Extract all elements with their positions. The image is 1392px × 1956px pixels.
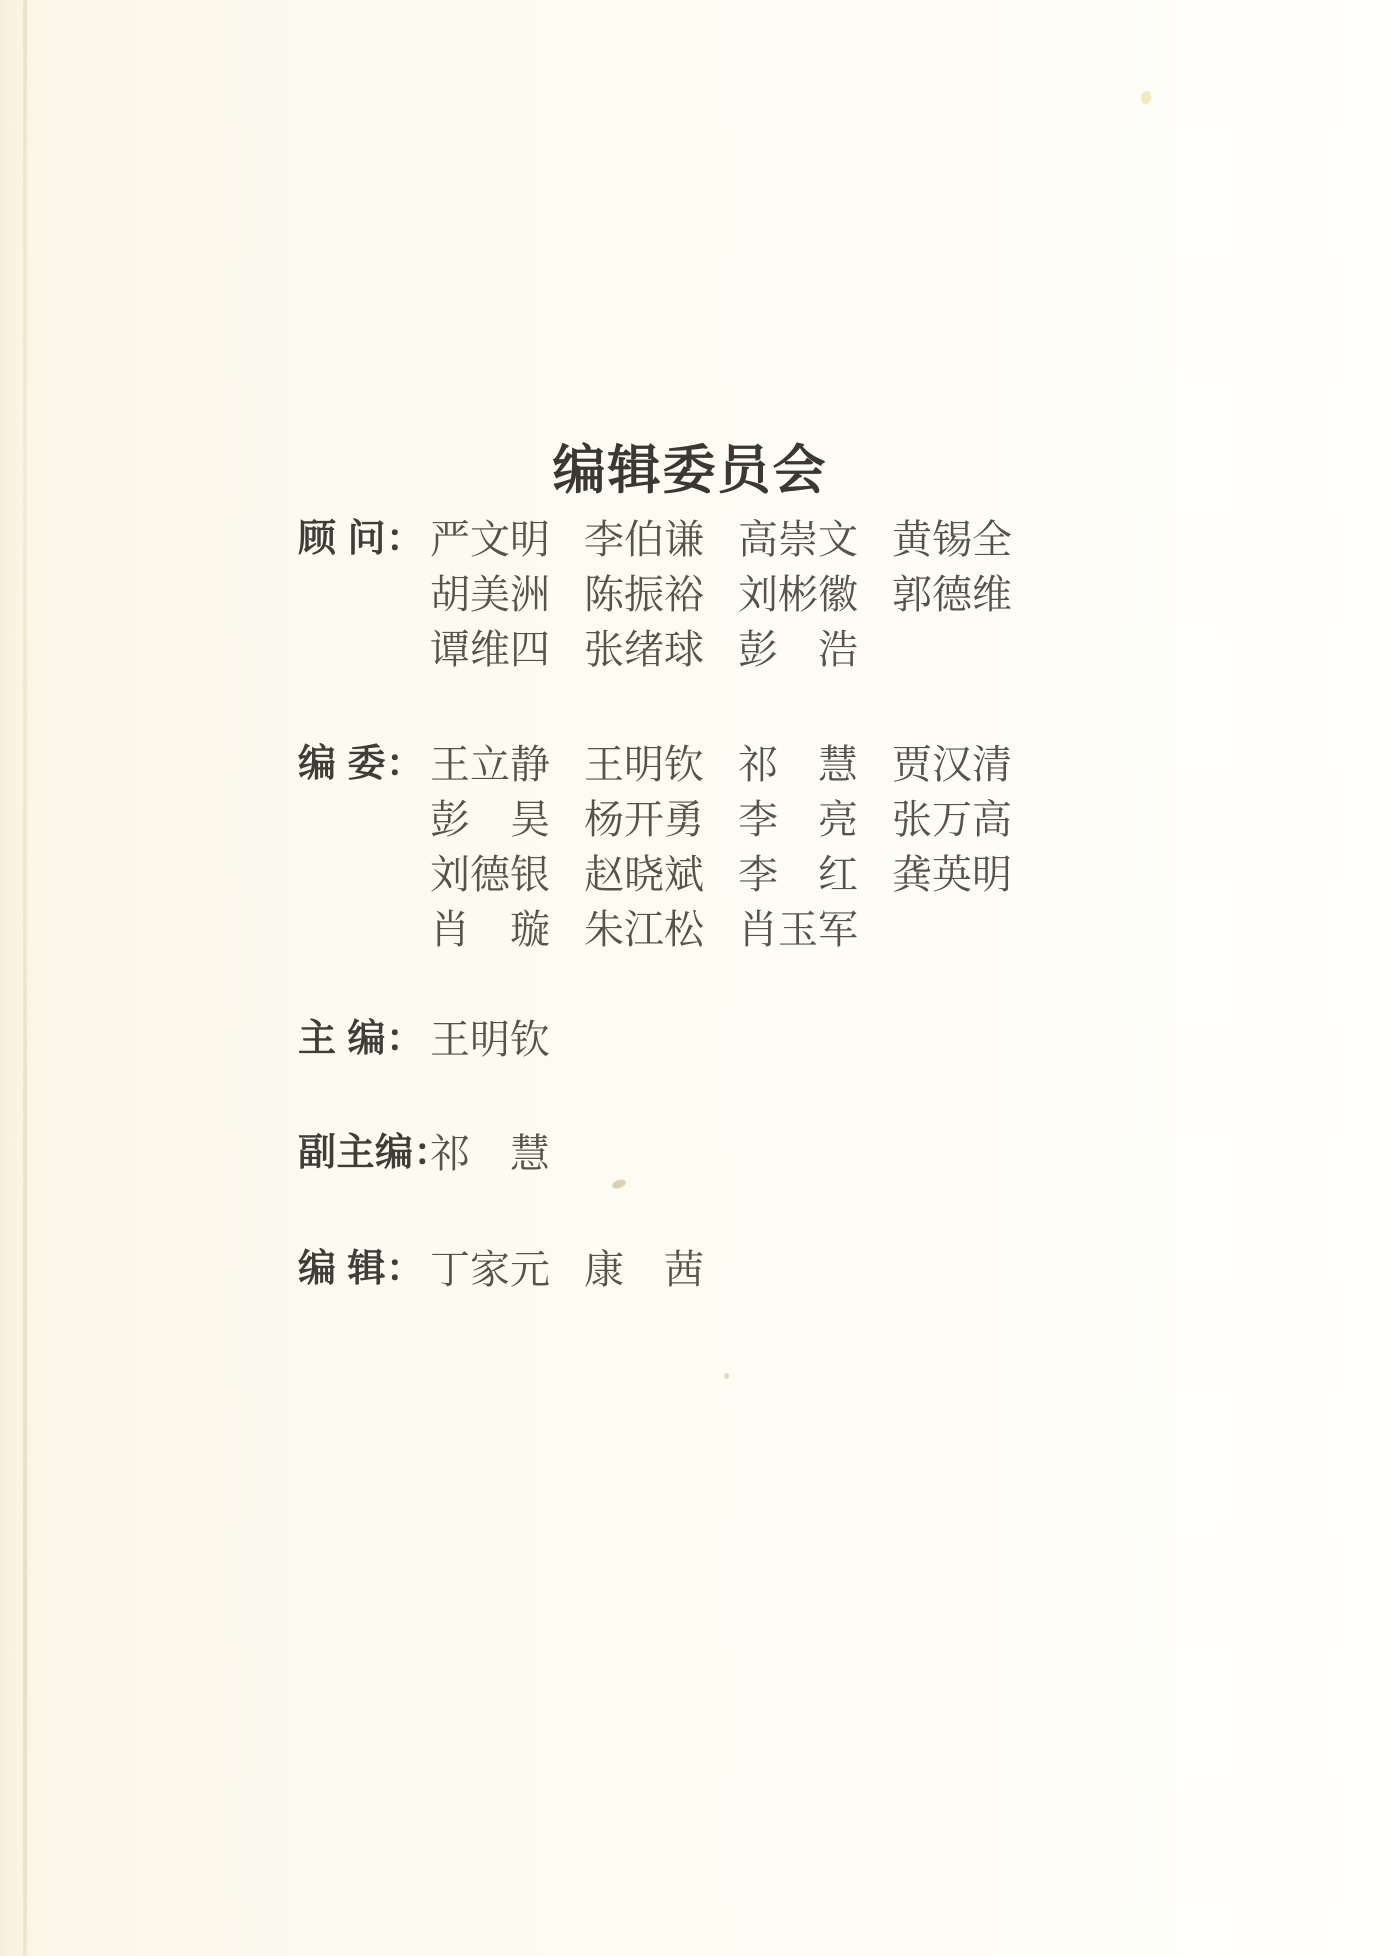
name: 刘彬徽: [738, 572, 858, 617]
name: 康 茜: [584, 1247, 704, 1292]
role-label-editorial-board: 编 委：: [298, 743, 425, 785]
name-row: [430, 622, 1042, 677]
name: 彭 昊: [430, 797, 550, 842]
name-row: [430, 567, 1042, 622]
name: 彭 浩: [738, 627, 858, 672]
role-label-advisors: 顾 问：: [298, 518, 425, 560]
deputy-chief-editor-names: [430, 1126, 580, 1181]
page-title: 编辑委员会: [552, 441, 828, 500]
name: 朱江松: [584, 907, 704, 952]
name: 杨开勇: [584, 797, 704, 842]
name: 李 亮: [738, 797, 858, 842]
name: 祁 慧: [430, 1131, 550, 1176]
name: 赵晓斌: [584, 852, 704, 897]
name-row: [430, 1126, 580, 1181]
name-row: [430, 737, 1042, 792]
name-row: [430, 1012, 580, 1067]
role-label-editors: 编 辑：: [298, 1248, 425, 1290]
name: 丁家元: [430, 1247, 550, 1292]
paper-speck: [724, 1373, 729, 1379]
name: 龚英明: [892, 852, 1012, 897]
name-row: [430, 1242, 734, 1297]
name: 刘德银: [430, 852, 550, 897]
name: 李伯谦: [584, 517, 704, 562]
role-label-deputy-chief-editor: 副主编：: [298, 1132, 453, 1174]
name: 高崇文: [738, 517, 858, 562]
name: 祁 慧: [738, 742, 858, 787]
role-label-chief-editor: 主 编：: [298, 1018, 425, 1060]
name: 王明钦: [584, 742, 704, 787]
name: 贾汉清: [892, 742, 1012, 787]
paper-speck: [611, 1178, 627, 1189]
name: 胡美洲: [430, 572, 550, 617]
name: 陈振裕: [584, 572, 704, 617]
name: 李 红: [738, 852, 858, 897]
paper-speck: [1141, 91, 1151, 104]
name: 张绪球: [584, 627, 704, 672]
name: 郭德维: [892, 572, 1012, 617]
name: 黄锡全: [892, 517, 1012, 562]
name: 张万高: [892, 797, 1012, 842]
editors-names: [430, 1242, 734, 1297]
name: 肖 璇: [430, 907, 550, 952]
name: 王明钦: [430, 1017, 550, 1062]
name-row: [430, 792, 1042, 847]
name: 王立静: [430, 742, 550, 787]
name-row: [430, 512, 1042, 567]
page-gutter-crease: [23, 0, 27, 1956]
advisors-names: [430, 512, 1042, 677]
chief-editor-names: [430, 1012, 580, 1067]
name-row: [430, 902, 1042, 957]
name: 肖玉军: [738, 907, 858, 952]
name: 谭维四: [430, 627, 550, 672]
name-row: [430, 847, 1042, 902]
editorial-board-names: [430, 737, 1042, 957]
name: 严文明: [430, 517, 550, 562]
